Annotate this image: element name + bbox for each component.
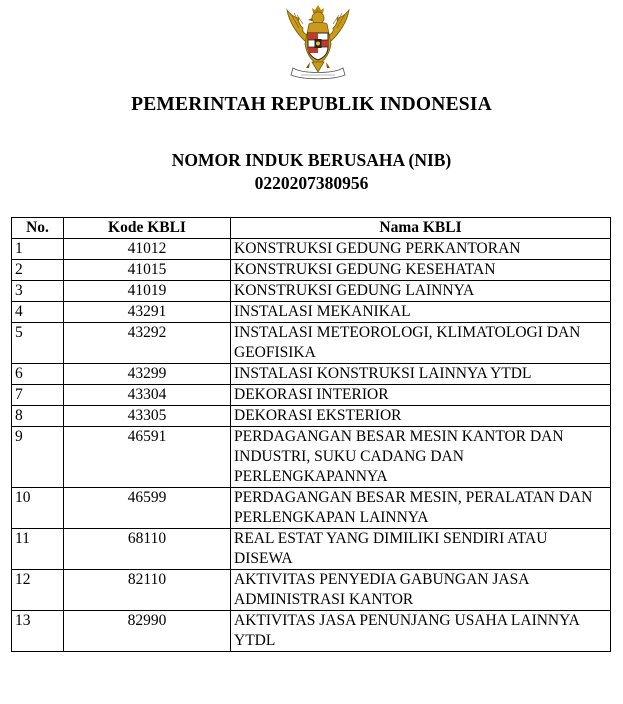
- table-row: [12, 406, 611, 427]
- row-number: 2: [12, 260, 64, 281]
- table-row: [12, 427, 611, 488]
- row-number: 13: [12, 611, 64, 652]
- table-header-row: [12, 218, 611, 239]
- nama-kbli-line: KONSTRUKSI GEDUNG PERKANTORAN: [234, 240, 521, 257]
- row-number: 9: [12, 427, 64, 488]
- table-row: [12, 529, 611, 570]
- nama-kbli-line: GEOFISIKA: [234, 344, 316, 361]
- nama-kbli-cell: [231, 570, 611, 611]
- kode-kbli-cell: 41015: [64, 260, 231, 281]
- nama-kbli-line: DEKORASI INTERIOR: [234, 386, 389, 403]
- nama-kbli-cell: [231, 281, 611, 302]
- nama-kbli-line: PERLENGKAPANNYA: [234, 468, 388, 485]
- nama-kbli-line: REAL ESTAT YANG DIMILIKI SENDIRI ATAU: [234, 530, 548, 547]
- row-number: 1: [12, 239, 64, 260]
- kode-kbli-cell: 41019: [64, 281, 231, 302]
- kode-kbli-cell: 43304: [64, 385, 231, 406]
- row-number: 8: [12, 406, 64, 427]
- row-number: 11: [12, 529, 64, 570]
- table-row: [12, 611, 611, 652]
- kode-kbli-cell: 68110: [64, 529, 231, 570]
- nama-kbli-line: KONSTRUKSI GEDUNG LAINNYA: [234, 282, 475, 299]
- kode-kbli-cell: 43299: [64, 364, 231, 385]
- row-number: 10: [12, 488, 64, 529]
- table-row: [12, 570, 611, 611]
- nama-kbli-line: KONSTRUKSI GEDUNG KESEHATAN: [234, 261, 496, 278]
- column-header-no: No.: [12, 218, 64, 239]
- table-row: [12, 488, 611, 529]
- nama-kbli-line: PERDAGANGAN BESAR MESIN KANTOR DAN: [234, 428, 564, 445]
- nama-kbli-line: INSTALASI KONSTRUKSI LAINNYA YTDL: [234, 365, 532, 382]
- row-number: 5: [12, 323, 64, 364]
- nama-kbli-line: INSTALASI MEKANIKAL: [234, 303, 411, 320]
- column-header-kode-kbli: Kode KBLI: [64, 218, 231, 239]
- nib-number: 0220207380956: [254, 173, 369, 193]
- nama-kbli-line: PERLENGKAPAN LAINNYA: [234, 509, 429, 526]
- kode-kbli-cell: 43292: [64, 323, 231, 364]
- column-header-nama-kbli: Nama KBLI: [231, 218, 611, 239]
- table-row: [12, 260, 611, 281]
- nama-kbli-line: AKTIVITAS PENYEDIA GABUNGAN JASA: [234, 571, 530, 588]
- nama-kbli-cell: [231, 488, 611, 529]
- nama-kbli-line: INSTALASI METEOROLOGI, KLIMATOLOGI DAN: [234, 324, 581, 341]
- nama-kbli-line: ADMINISTRASI KANTOR: [234, 591, 414, 608]
- nama-kbli-cell: [231, 364, 611, 385]
- government-title: PEMERINTAH REPUBLIK INDONESIA: [131, 94, 492, 115]
- table-row: [12, 385, 611, 406]
- nama-kbli-line: INDUSTRI, SUKU CADANG DAN: [234, 448, 464, 465]
- kode-kbli-cell: 46599: [64, 488, 231, 529]
- nama-kbli-line: DEKORASI EKSTERIOR: [234, 407, 402, 424]
- row-number: 3: [12, 281, 64, 302]
- nama-kbli-cell: [231, 529, 611, 570]
- nama-kbli-line: PERDAGANGAN BESAR MESIN, PERALATAN DAN: [234, 489, 593, 506]
- kbli-table-body: [12, 239, 611, 652]
- nama-kbli-cell: [231, 385, 611, 406]
- kbli-table: [11, 217, 611, 652]
- row-number: 7: [12, 385, 64, 406]
- table-row: [12, 239, 611, 260]
- nama-kbli-cell: [231, 260, 611, 281]
- garuda-pancasila-emblem-icon: [279, 4, 357, 82]
- kode-kbli-cell: 46591: [64, 427, 231, 488]
- nama-kbli-cell: [231, 611, 611, 652]
- table-row: [12, 281, 611, 302]
- nama-kbli-line: YTDL: [234, 632, 276, 649]
- kode-kbli-cell: 43305: [64, 406, 231, 427]
- table-row: [12, 323, 611, 364]
- nama-kbli-line: AKTIVITAS JASA PENUNJANG USAHA LAINNYA: [234, 612, 580, 629]
- table-row: [12, 302, 611, 323]
- nama-kbli-cell: [231, 302, 611, 323]
- kode-kbli-cell: 43291: [64, 302, 231, 323]
- nama-kbli-cell: [231, 323, 611, 364]
- nama-kbli-cell: [231, 427, 611, 488]
- row-number: 4: [12, 302, 64, 323]
- row-number: 6: [12, 364, 64, 385]
- kode-kbli-cell: 82990: [64, 611, 231, 652]
- kode-kbli-cell: 82110: [64, 570, 231, 611]
- row-number: 12: [12, 570, 64, 611]
- nib-title: NOMOR INDUK BERUSAHA (NIB): [171, 150, 452, 170]
- nama-kbli-cell: [231, 406, 611, 427]
- table-row: [12, 364, 611, 385]
- nama-kbli-line: DISEWA: [234, 550, 293, 567]
- nama-kbli-cell: [231, 239, 611, 260]
- kode-kbli-cell: 41012: [64, 239, 231, 260]
